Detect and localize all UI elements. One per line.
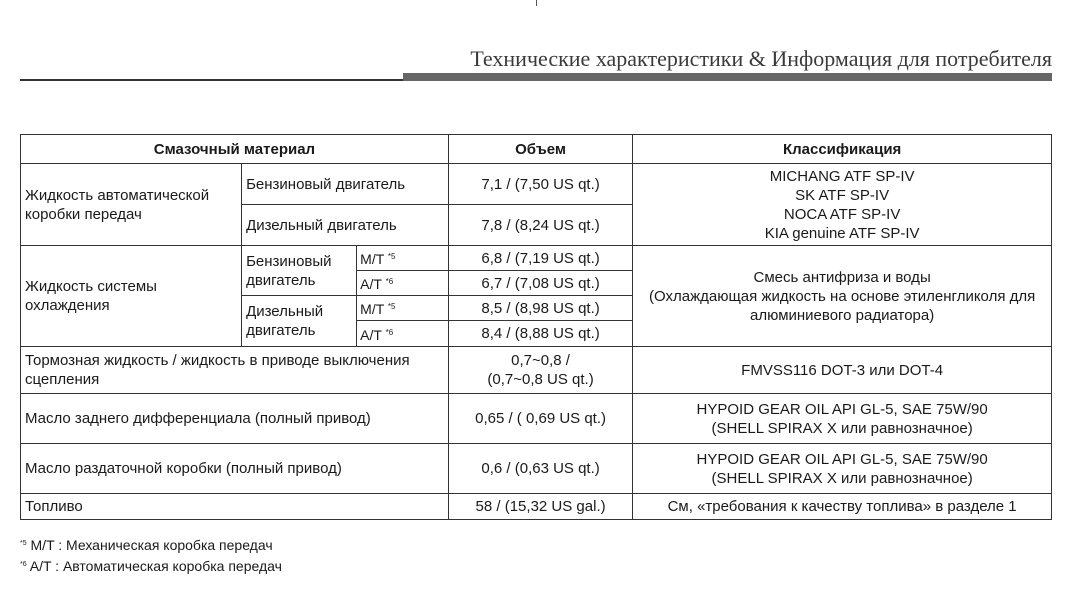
transmission-mt-label: M/T [360,251,385,267]
header-classification: Классификация [633,135,1052,164]
coolant-class-line: алюминиевого радиатора) [750,306,935,324]
atf-gasoline-volume: 7,1 / (7,50 US qt.) [448,164,632,205]
atf-name: Жидкость автоматической коробки передач [21,164,242,246]
coolant-gas-mt-volume: 6,8 / (7,19 US qt.) [448,246,632,271]
coolant-class-line: Смесь антифриза и воды [753,268,931,286]
table-header-row [21,135,1052,164]
rear-diff-name: Масло заднего дифференциала (полный привод) [21,394,449,444]
transfer-name: Масло раздаточной коробки (полный привод) [21,444,449,494]
fuel-name: Топливо [21,494,449,520]
coolant-dsl-at-volume: 8,4 / (8,88 US qt.) [448,321,632,347]
transfer-class-line: (SHELL SPIRAX X или равнозначное) [711,469,973,487]
footnote-mark: *5 [387,302,396,311]
header-volume: Объем [448,135,632,164]
footnote-mark: *6 [20,561,27,568]
footnotes [20,534,282,576]
table-row [21,164,1052,205]
coolant-name: Жидкость системы охлаждения [21,246,242,347]
transmission-at-label: A/T [360,276,382,292]
brake-volume [448,347,632,394]
atf-class-line: SK ATF SP-IV [795,186,890,204]
page-title: Технические характеристики & Информация для потребителя [470,46,1052,71]
lubricants-table [20,134,1052,520]
header-lubricant: Смазочный материал [21,135,449,164]
footnote-item [20,534,282,555]
transmission-at-label: A/T [360,326,382,343]
coolant-gas-mt [357,246,449,271]
brake-name: Тормозная жидкость / жидкость в приводе выключения сцепления [21,347,449,394]
table-row [21,394,1052,444]
coolant-dsl-at [357,321,449,347]
atf-class-line: NOCA ATF SP-IV [783,205,901,223]
coolant-classification [633,246,1052,347]
coolant-gas-at [357,271,449,296]
atf-classification [633,164,1052,246]
coolant-dsl-mt-volume: 8,5 / (8,98 US qt.) [448,296,632,321]
transfer-volume: 0,6 / (0,63 US qt.) [448,444,632,494]
transfer-class-line: HYPOID GEAR OIL API GL-5, SAE 75W/90 [696,450,988,468]
atf-diesel-engine: Дизельный двигатель [242,205,449,246]
transmission-mt-label: M/T [360,301,385,317]
atf-class-line: MICHANG ATF SP-IV [769,167,915,185]
footnote-item [20,555,282,576]
page-tick-mark [536,0,537,6]
rear-diff-class-line: (SHELL SPIRAX X или равнозначное) [711,419,973,437]
footnote-text: A/T : Автоматическая коробка передач [29,558,282,574]
atf-gasoline-engine: Бензиновый двигатель [242,164,449,205]
footnote-text: M/T : Механическая коробка передач [30,537,273,553]
table-row [21,347,1052,394]
fuel-classification: См, «требования к качеству топлива» в разделе 1 [633,494,1052,520]
coolant-class-line: (Охлаждающая жидкость на основе этиленгликоля для [649,287,1036,305]
coolant-gasoline-engine: Бензиновый двигатель [242,246,357,296]
rear-diff-classification [633,394,1052,444]
atf-class-line: KIA genuine ATF SP-IV [764,224,920,242]
footnote-mark: *6 [385,327,394,337]
coolant-gas-at-volume: 6,7 / (7,08 US qt.) [448,271,632,296]
transfer-classification [633,444,1052,494]
header-rule-thick [403,73,1052,81]
footnote-mark: *5 [20,540,27,547]
brake-volume-line: 0,7~0,8 / [511,352,570,369]
table-row [21,246,1052,271]
rear-diff-volume: 0,65 / ( 0,69 US qt.) [448,394,632,444]
header-rule-thin [20,79,410,81]
coolant-diesel-engine: Дизельный двигатель [242,296,357,347]
rear-diff-class-line: HYPOID GEAR OIL API GL-5, SAE 75W/90 [696,400,988,418]
footnote-mark: *5 [387,252,396,261]
brake-classification: FMVSS116 DOT-3 или DOT-4 [633,347,1052,394]
fuel-volume: 58 / (15,32 US gal.) [448,494,632,520]
atf-diesel-volume: 7,8 / (8,24 US qt.) [448,205,632,246]
table-row [21,494,1052,520]
brake-volume-line: (0,7~0,8 US qt.) [487,371,594,388]
footnote-mark: *6 [385,277,394,286]
coolant-dsl-mt [357,296,449,321]
table-row [21,444,1052,494]
